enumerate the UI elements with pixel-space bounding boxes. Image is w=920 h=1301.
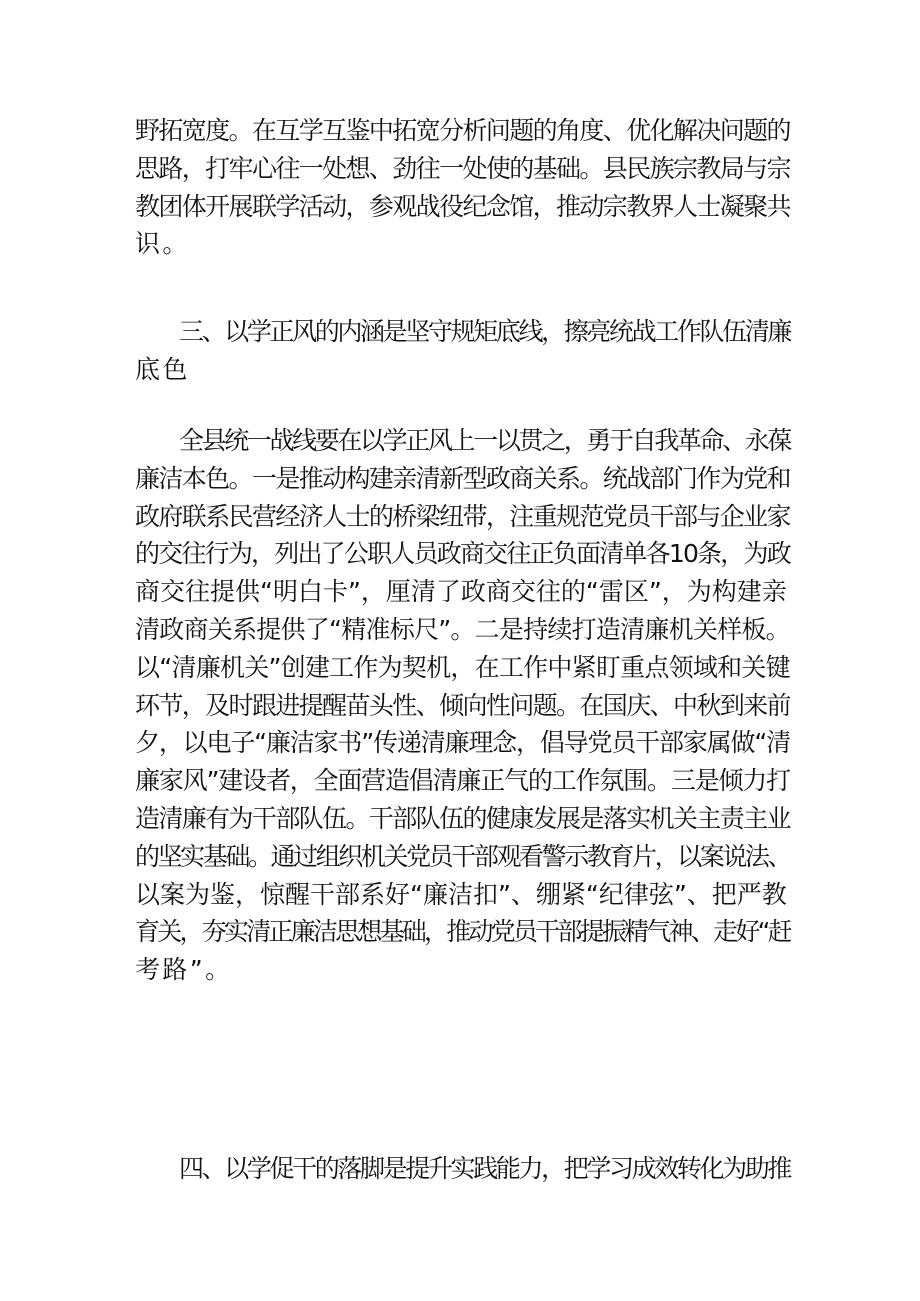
text-line: 环节，及时跟进提醒苗头性、倾向性问题。在国庆、中秋到来前 <box>135 690 790 720</box>
section-4-heading <box>135 1150 790 1188</box>
heading-line: 四、以学促干的落脚是提升实践能力，把学习成效转化为助推 <box>179 1154 791 1183</box>
text-line: 商交往提供“明白卡”，厘清了政商交往的“雷区”，为构建亲 <box>135 577 787 607</box>
text-line: 的交往行为，列出了公职人员政商交往正负面清单各10条，为政 <box>135 539 790 569</box>
section-3-paragraph <box>135 422 790 989</box>
text-line: 考路”。 <box>135 955 233 985</box>
text-line: 育关，夯实清正廉洁思想基础，推动党员干部提振精气神、走好“赶 <box>135 917 790 947</box>
text-line: 造清廉有为干部队伍。干部队伍的健康发展是落实机关主责主业 <box>135 803 790 833</box>
section-3-heading <box>135 313 790 389</box>
continued-paragraph <box>135 112 790 263</box>
heading-line: 三、以学正风的内涵是坚守规矩底线，擦亮统战工作队伍清廉 <box>179 317 791 346</box>
text-line: 的坚实基础。通过组织机关党员干部观看警示教育片，以案说法、 <box>135 841 791 871</box>
text-line: 思路，打牢心往一处想、劲往一处使的基础。县民族宗教局与宗 <box>135 153 790 183</box>
heading-line: 底色 <box>135 354 190 384</box>
text-line: 以案为鉴，惊醒干部系好“廉洁扣”、绷紧“纪律弦”、把严教 <box>135 879 787 909</box>
text-line: 廉家风”建设者，全面营造倡清廉正气的工作氛围。三是倾力打 <box>135 766 790 796</box>
text-line: 全县统一战线要在以学正风上一以贯之，勇于自我革命、永葆 <box>179 426 791 455</box>
text-line: 廉洁本色。一是推动构建亲清新型政商关系。统战部门作为党和 <box>135 463 790 493</box>
text-line: 识。 <box>135 229 190 259</box>
text-line: 清政商关系提供了“精准标尺”。二是持续打造清廉机关样板。 <box>135 614 790 644</box>
text-line: 夕，以电子“廉洁家书”传递清廉理念，倡导党员干部家属做“清 <box>135 728 790 758</box>
text-line: 政府联系民营经济人士的桥梁纽带，注重规范党员干部与企业家 <box>135 501 790 531</box>
text-line: 野拓宽度。在互学互鉴中拓宽分析问题的角度、优化解决问题的 <box>135 116 790 145</box>
text-line: 教团体开展联学活动，参观战役纪念馆，推动宗教界人士凝聚共 <box>135 191 790 221</box>
text-line: 以“清廉机关”创建工作为契机，在工作中紧盯重点领域和关键 <box>135 652 790 682</box>
